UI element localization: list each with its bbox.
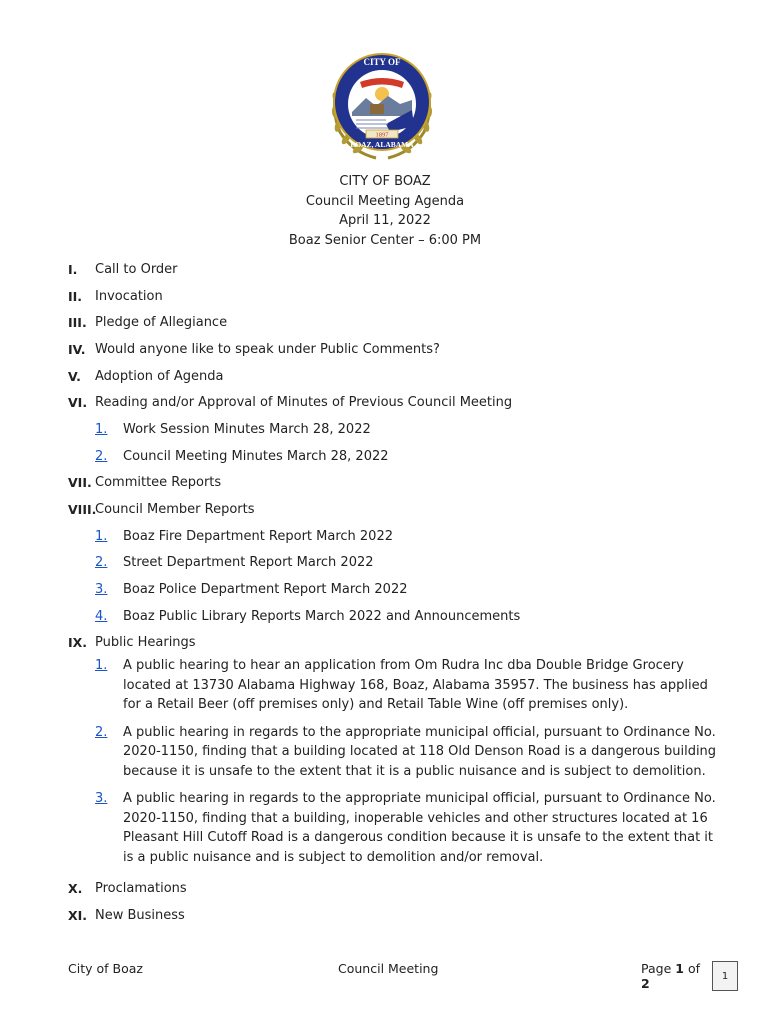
item-number: I. [68,261,78,277]
agenda-item-public-hearings [68,630,718,657]
item-text: Adoption of Agenda [95,368,224,384]
item-text: Public Hearings [95,635,196,651]
agenda-item-council-member-reports [68,496,718,523]
city-name: CITY OF BOAZ [339,174,431,189]
agenda-item-public-comments [68,336,718,363]
sub-item-text: Boaz Public Library Reports March 2022 and Announcements [123,608,521,624]
item-number: VII. [68,475,92,491]
item-number: XI. [68,907,88,923]
list-item [95,416,718,443]
sub-item-link[interactable]: 1. [95,658,108,674]
item-number: V. [68,368,81,384]
item-text: New Business [95,907,185,923]
agenda-item-new-business [68,902,718,929]
sub-item-link[interactable]: 4. [95,608,108,624]
sub-item-text: Council Meeting Minutes March 28, 2022 [123,448,389,464]
sub-item-link[interactable]: 2. [95,724,108,740]
sub-item-link[interactable]: 2. [95,448,108,464]
page-number [641,961,708,991]
item-text: Pledge of Allegiance [95,315,228,331]
meeting-date: April 11, 2022 [339,213,431,228]
item-number: III. [68,315,87,331]
sub-item-link[interactable]: 3. [95,791,108,807]
item-number: IV. [68,341,86,357]
item-number: IX. [68,635,88,651]
agenda-item-pledge [68,309,718,336]
list-item [95,603,718,630]
list-item [95,550,718,577]
item-text: Proclamations [95,881,187,897]
agenda-item-adoption [68,363,718,390]
item-text: Invocation [95,288,163,304]
page-current: 1 [675,961,684,976]
list-item [95,443,718,470]
item-text: Council Member Reports [95,502,255,518]
agenda-list [68,256,718,929]
agenda-item-invocation [68,283,718,310]
meeting-location-time: Boaz Senior Center – 6:00 PM [288,232,482,248]
page-of: of [687,961,700,976]
item-text: Reading and/or Approval of Minutes of Previous Council Meeting [95,395,513,411]
sub-item-text: A public hearing in regards to the appropriate municipal official, pursuant to Ordinance No. 2020-1150, finding that a building located at 118 Old Denson Road is a dangerous building because it is unsafe to the extent that it is a public nuisance and is subject to demolition. [123,724,717,779]
sub-item-link[interactable]: 1. [95,421,108,437]
sub-item-text: Street Department Report March 2022 [123,555,374,571]
seal-bottom-text: BOAZ, ALABAMA [350,140,414,149]
sub-item-link[interactable]: 1. [95,528,108,544]
item-number: VIII. [68,502,97,518]
agenda-item-minutes [68,389,718,416]
item-number: VI. [68,395,88,411]
agenda-item-call-to-order [68,256,718,283]
page-label: Page [641,961,672,976]
sub-item-link[interactable]: 2. [95,555,108,571]
agenda-item-committee-reports [68,470,718,497]
page-total: 2 [641,976,650,991]
list-item [95,656,718,715]
item-number: II. [68,288,83,304]
agenda-header [0,172,770,250]
footer-left: City of Boaz [68,961,143,976]
list-item [95,576,718,603]
sub-item-link[interactable]: 3. [95,582,108,598]
item-number: X. [68,881,83,897]
list-item [95,789,718,867]
item-text: Committee Reports [95,475,222,491]
sub-item-text: A public hearing in regards to the appropriate municipal official, pursuant to Ordinance No. 2020-1150, finding that a building, inoperable vehicles and other structures located at 16 Pleasant Hill Cutoff Road is a dangerous condition because it is unsafe to the extent that it is a public nuisance and is subject to demolition and/or removal. [123,791,716,865]
sub-item-text: Boaz Police Department Report March 2022 [123,582,408,598]
page-indicator-box[interactable]: 1 [712,961,738,991]
seal-top-text: CITY OF [363,57,401,67]
sub-item-text: A public hearing to hear an application from Om Rudra Inc dba Double Bridge Grocery located at 13730 Alabama Highway 168, Boaz, Alabama 35957. The business has applied for a Retail Beer (off premises only) and Retail Table Wine (off premises only). [123,658,708,713]
list-item [95,523,718,550]
footer-center: Council Meeting [338,961,439,976]
item-text: Would anyone like to speak under Public Comments? [95,341,440,357]
document-title: Council Meeting Agenda [305,193,465,209]
agenda-item-proclamations [68,875,718,902]
item-text: Call to Order [95,261,178,277]
seal-year: 1897 [375,131,389,139]
city-seal-logo [326,46,438,162]
list-item [95,723,718,782]
sub-item-text: Work Session Minutes March 28, 2022 [123,421,371,437]
sub-item-text: Boaz Fire Department Report March 2022 [123,528,393,544]
